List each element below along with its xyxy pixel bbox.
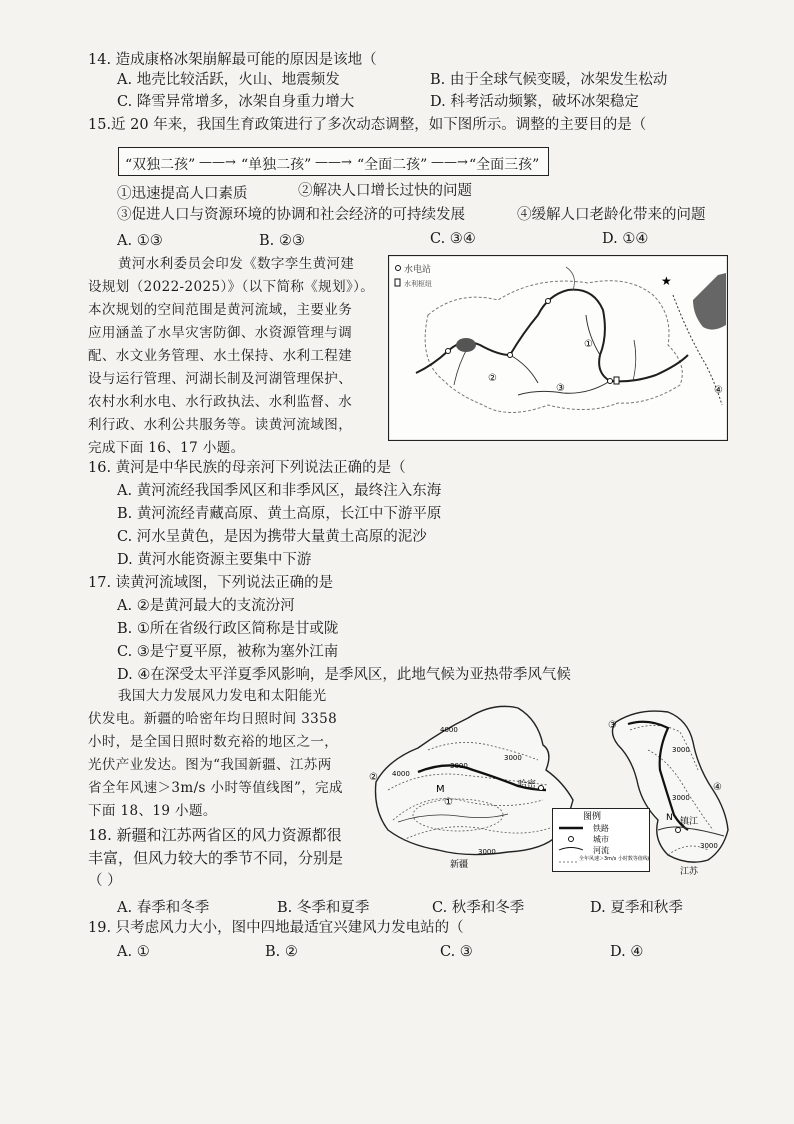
passage-line: 黄河水利委员会印发《数字孪生黄河建 <box>118 256 355 272</box>
passage-line: 省全年风速＞3m/s 小时等值线图”，完成 <box>88 780 343 796</box>
q15-option-b[interactable]: B. ②③ <box>259 233 305 249</box>
arrow-icon: ——→ <box>431 155 468 170</box>
q18-option-b[interactable]: B. 冬季和夏季 <box>277 900 370 916</box>
iso-label: 3000 <box>450 762 468 770</box>
q15-statement-4: ④缓解人口老龄化带来的问题 <box>517 207 706 223</box>
iso-label: 4000 <box>392 770 410 778</box>
q18-stem-line-3: （ ） <box>88 873 122 889</box>
q14-option-a[interactable]: A. 地壳比较活跃，火山、地震频发 <box>117 72 340 88</box>
map-label-1: ① <box>444 797 453 808</box>
passage-line: 设与运行管理、河湖长制及河湖管理保护、 <box>88 371 353 387</box>
passage-line: 本次规划的空间范围是黄河流域，主要业务 <box>88 302 353 318</box>
iso-label: 4000 <box>440 726 458 734</box>
iso-label: 3000 <box>478 848 496 856</box>
q19-option-c[interactable]: C. ③ <box>440 944 473 960</box>
iso-label: 3000 <box>672 746 690 754</box>
q16-option-a[interactable]: A. 黄河流经我国季风区和非季风区，最终注入东海 <box>117 483 442 499</box>
legend-rail: 铁路 <box>593 824 609 833</box>
passage-line: 完成下面 16、17 小题。 <box>88 440 245 456</box>
map-label-1: ① <box>584 339 593 350</box>
q15-statement-3: ③促进人口与资源环境的协调和社会经济的可持续发展 <box>117 207 465 223</box>
q15-statement-2: ②解决人口增长过快的问题 <box>298 183 472 199</box>
wind-map-legend <box>552 808 650 872</box>
passage-line: 小时，是全国日照时数充裕的地区之一， <box>88 734 339 750</box>
q18-option-c[interactable]: C. 秋季和冬季 <box>432 900 525 916</box>
q14-stem: 14. 造成康格冰架崩解最可能的原因是该地（ <box>88 52 377 68</box>
iso-label: 3000 <box>700 842 718 850</box>
passage-line: 设规划（2022-2025）》（以下简称《规划》）。 <box>88 279 375 295</box>
map-label-2: ② <box>488 373 497 384</box>
legend-city: 城市 <box>593 835 609 844</box>
q14-option-c[interactable]: C. 降雪异常增多，冰架自身重力增大 <box>117 94 355 110</box>
policy-2: “单独二孩” <box>241 157 312 173</box>
legend-hub: 水利枢纽 <box>404 280 432 288</box>
map-label-2: ② <box>369 772 378 783</box>
star-icon: ★ <box>661 274 672 288</box>
q15-option-d[interactable]: D. ①④ <box>602 231 649 247</box>
map-label-3: ③ <box>608 720 617 731</box>
q19-option-d[interactable]: D. ④ <box>610 944 644 960</box>
policy-4: “全面三孩” <box>469 157 540 173</box>
map-label-3: ③ <box>556 383 565 394</box>
map-label-4: ④ <box>713 782 722 793</box>
passage-line: 利行政、水利公共服务等。读黄河流域图， <box>88 417 353 433</box>
q15-stem: 15.近 20 年来，我国生育政策进行了多次动态调整，如下图所示。调整的主要目的是（ <box>88 117 647 133</box>
q18-option-a[interactable]: A. 春季和冬季 <box>117 900 210 916</box>
passage-line: 伏发电。新疆的哈密年均日照时间 3358 <box>88 711 338 727</box>
passage-line: 配、水文业务管理、水土保持、水利工程建 <box>88 348 353 364</box>
q17-option-b[interactable]: B. ①所在省级行政区简称是甘或陇 <box>117 621 339 637</box>
q15-statement-1: ①迅速提高人口素质 <box>117 186 248 202</box>
legend-station: 水电站 <box>404 265 432 275</box>
passage-line: 农村水利水电、水行政执法、水利监督、水 <box>88 394 353 410</box>
city-zhenjiang: 镇江 <box>680 817 699 827</box>
q15-option-c[interactable]: C. ③④ <box>430 231 476 247</box>
q17-option-a[interactable]: A. ②是黄河最大的支流汾河 <box>117 598 295 614</box>
city-hami: 哈密 <box>518 780 537 790</box>
q18-stem-line-1: 18. 新疆和江苏两省区的风力资源都很 <box>88 826 342 844</box>
map-label-4: ④ <box>714 385 723 396</box>
legend-river: 河流 <box>593 846 609 855</box>
arrow-icon: ——→ <box>315 155 352 170</box>
region-jiangsu: 江苏 <box>680 867 699 877</box>
q14-option-b[interactable]: B. 由于全球气候变暖，冰架发生松动 <box>430 72 668 88</box>
q18-option-d[interactable]: D. 夏季和秋季 <box>590 900 683 916</box>
region-xinjiang: 新疆 <box>450 860 469 870</box>
legend-title: 图例 <box>583 812 602 822</box>
passage-line: 光伏产业发达。图为“我国新疆、江苏两 <box>88 757 332 773</box>
q17-option-d[interactable]: D. ④在深受太平洋夏季风影响，是季风区，此地气候为亚热带季风气候 <box>117 667 571 683</box>
policy-1: “双独二孩” <box>125 157 196 173</box>
q17-stem: 17. 读黄河流域图，下列说法正确的是 <box>88 575 334 591</box>
legend-isoline: 全年风速＞3m/s 小时数等值线(h) <box>579 856 649 862</box>
q17-option-c[interactable]: C. ③是宁夏平原，被称为塞外江南 <box>117 644 339 660</box>
map-label-n: N <box>666 813 673 823</box>
q14-option-d[interactable]: D. 科考活动频繁，破坏冰架稳定 <box>430 94 639 110</box>
arrow-icon: ——→ <box>199 155 236 170</box>
q16-option-c[interactable]: C. 河水呈黄色，是因为携带大量黄土高原的泥沙 <box>117 529 427 545</box>
map-label-m: M <box>436 784 445 795</box>
iso-label: 3000 <box>672 794 690 802</box>
policy-3: “全面二孩” <box>357 157 428 173</box>
q18-stem-line-2: 丰富，但风力较大的季节不同，分别是 <box>88 849 344 867</box>
q19-option-a[interactable]: A. ① <box>117 944 150 960</box>
passage-line: 我国大力发展风力发电和太阳能光 <box>118 688 327 704</box>
policy-flow-box <box>118 147 549 176</box>
iso-label: 3000 <box>504 754 522 762</box>
yellow-river-basin-map <box>388 255 728 441</box>
q19-stem: 19. 只考虑风力大小，图中四地最适宜兴建风力发电站的（ <box>88 920 464 936</box>
q16-stem: 16. 黄河是中华民族的母亲河下列说法正确的是（ <box>88 460 406 476</box>
passage-line: 下面 18、19 小题。 <box>88 803 217 819</box>
q16-option-b[interactable]: B. 黄河流经青藏高原、黄土高原，长江中下游平原 <box>117 506 442 522</box>
q19-option-b[interactable]: B. ② <box>265 944 298 960</box>
passage-line: 应用涵盖了水旱灾害防御、水资源管理与调 <box>88 325 353 341</box>
q15-option-a[interactable]: A. ①③ <box>117 233 163 249</box>
q16-option-d[interactable]: D. 黄河水能资源主要集中下游 <box>117 552 312 568</box>
